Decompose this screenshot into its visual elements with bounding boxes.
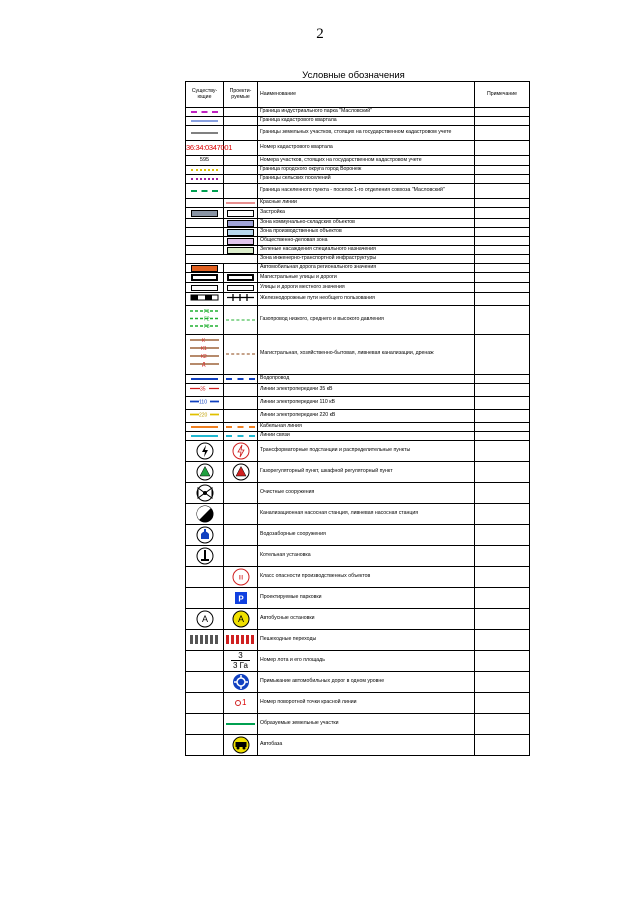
power-line-icon: [186, 410, 223, 419]
lot-number: 3: [238, 651, 243, 661]
row-name: Зеленые насаждения специального назначения: [258, 246, 475, 255]
projected-symbol: [224, 396, 258, 409]
zone-swatch: [227, 238, 254, 245]
existing-symbol: [186, 208, 224, 219]
existing-symbol: [186, 305, 224, 334]
parking-label: P: [237, 594, 244, 604]
power-line-icon: [186, 397, 223, 406]
legend-title: Условные обозначения: [302, 70, 405, 81]
existing-symbol: [186, 156, 224, 166]
row-name: Железнодорожные пути необщего пользования: [258, 293, 475, 306]
table-row: [186, 273, 530, 283]
zone-swatch: [227, 220, 254, 227]
projected-symbol: [224, 587, 258, 608]
existing-symbol: [186, 293, 224, 306]
water-intake-icon: [196, 526, 214, 544]
table-row: [186, 126, 530, 141]
power-line-icon: [186, 384, 223, 393]
row-name: Котельная установка: [258, 545, 475, 566]
projected-symbol: [224, 199, 258, 208]
existing-symbol: [186, 422, 224, 431]
existing-symbol: [186, 166, 224, 175]
row-name: Водозаборные сооружения: [258, 524, 475, 545]
table-row: [186, 264, 530, 273]
table-row: [186, 246, 530, 255]
bus-stop-icon: [196, 610, 214, 628]
boiler-icon: [196, 547, 214, 565]
power-label: 110: [199, 399, 207, 406]
row-note: [475, 273, 530, 283]
row-note: [475, 608, 530, 629]
existing-symbol: [186, 713, 224, 734]
projected-symbol: [224, 334, 258, 374]
row-note: [475, 524, 530, 545]
row-note: [475, 566, 530, 587]
header-existing: Существу- ющие: [186, 82, 224, 108]
lot-area: 3 Га: [232, 661, 248, 671]
row-note: [475, 293, 530, 306]
projected-symbol: [224, 422, 258, 431]
page-number: 2: [316, 26, 324, 42]
row-note: [475, 175, 530, 184]
row-name: Общественно-деловая зона: [258, 237, 475, 246]
row-note: [475, 734, 530, 755]
projected-symbol: [224, 108, 258, 117]
header-note: Примечание: [475, 82, 530, 108]
table-row: [186, 545, 530, 566]
transformer-icon: [232, 442, 250, 460]
existing-symbol: [186, 671, 224, 692]
row-name: Линии электропередачи 220 кВ: [258, 409, 475, 422]
parking-icon: [235, 592, 247, 604]
row-note: [475, 166, 530, 175]
existing-symbol: [186, 629, 224, 650]
turning-point-label: 1: [242, 698, 247, 708]
row-name: Линии электропередачи 35 кВ: [258, 383, 475, 396]
zone-swatch: [227, 229, 254, 236]
existing-symbol: [186, 141, 233, 156]
row-name: Линии электропередачи 110 кВ: [258, 396, 475, 409]
existing-symbol: [186, 440, 224, 461]
projected-symbol: [224, 246, 258, 255]
table-row: [186, 228, 530, 237]
projected-symbol: [224, 713, 258, 734]
table-row: [186, 734, 530, 755]
row-name: Газорегуляторный пункт, шкафной регуляторный пункт: [258, 461, 475, 482]
gas-regulator-icon: [196, 463, 214, 481]
existing-symbol: [186, 126, 224, 141]
projected-symbol: [224, 237, 258, 246]
existing-symbol: [186, 692, 224, 713]
hazard-class-label: III: [237, 575, 244, 582]
table-row: [186, 482, 530, 503]
projected-symbol: [224, 692, 258, 713]
projected-symbol: [224, 208, 258, 219]
projected-symbol: [224, 166, 258, 175]
existing-symbol: [186, 184, 224, 199]
existing-symbol: [186, 431, 224, 440]
transformer-icon: [196, 442, 214, 460]
crosswalk-icon: [226, 635, 256, 644]
row-name: Зона инженерно-транспортной инфраструктуры: [258, 255, 475, 264]
row-note: [475, 383, 530, 396]
row-note: [475, 396, 530, 409]
projected-symbol: [224, 409, 258, 422]
projected-symbol: [224, 219, 258, 228]
projected-symbol: [224, 228, 258, 237]
table-row: [186, 199, 530, 208]
table-row: [186, 141, 530, 156]
existing-symbol: [186, 219, 224, 228]
table-row: [186, 671, 530, 692]
projected-symbol: [224, 524, 258, 545]
row-note: [475, 671, 530, 692]
existing-symbol: [186, 228, 224, 237]
projected-symbol: [224, 566, 258, 587]
table-row: [186, 461, 530, 482]
table-row: [186, 396, 530, 409]
projected-symbol: [224, 264, 258, 273]
railway-icon: [224, 293, 257, 302]
row-note: [475, 184, 530, 199]
gas-label: Г1: [204, 308, 210, 315]
row-name: Границы сельских поселений: [258, 175, 475, 184]
existing-symbol: [186, 383, 224, 396]
table-row: [186, 208, 530, 219]
existing-symbol: [186, 334, 224, 374]
projected-symbol: [224, 431, 258, 440]
row-note: [475, 126, 530, 141]
existing-symbol: [186, 396, 224, 409]
row-note: [475, 283, 530, 293]
road-swatch: [227, 274, 254, 281]
row-name: Автобаза: [258, 734, 475, 755]
existing-symbol: [186, 566, 224, 587]
table-row: [186, 374, 530, 383]
table-row: [186, 503, 530, 524]
row-note: [475, 431, 530, 440]
row-name: Улицы и дороги местного значения: [258, 283, 475, 293]
existing-symbol: [186, 734, 224, 755]
road-swatch: [191, 285, 218, 291]
table-row: [186, 608, 530, 629]
row-note: [475, 199, 530, 208]
row-name: Линии связи: [258, 431, 475, 440]
bus-stop-label: A: [237, 613, 244, 624]
row-note: [475, 255, 530, 264]
table-row: [186, 334, 530, 374]
bus-stop-label: A: [201, 613, 208, 624]
sewage-label: К: [202, 337, 205, 344]
table-row: [186, 175, 530, 184]
projected-symbol: [224, 117, 258, 126]
row-note: [475, 587, 530, 608]
row-name: Класс опасности производственных объектов: [258, 566, 475, 587]
row-name: Магистральные улицы и дороги: [258, 273, 475, 283]
table-row: [186, 219, 530, 228]
row-note: [475, 440, 530, 461]
existing-symbol: [186, 482, 224, 503]
table-row: [186, 305, 530, 334]
row-note: [475, 713, 530, 734]
projected-symbol: [224, 608, 258, 629]
existing-symbol: [186, 237, 224, 246]
existing-symbol: [186, 283, 224, 293]
road-swatch: [191, 274, 218, 281]
projected-symbol: [224, 629, 258, 650]
sewage-label: К1: [201, 345, 207, 352]
gas-label: Г2: [204, 316, 210, 323]
projected-symbol: [224, 374, 258, 383]
symbol-cell: [186, 255, 258, 264]
existing-symbol: [186, 524, 224, 545]
row-note: [475, 117, 530, 126]
projected-symbol: [224, 156, 258, 166]
row-note: [475, 237, 530, 246]
row-name: Граница городского округа город Воронеж: [258, 166, 475, 175]
row-name: Граница населенного пункта - поселок 1-го отделения совхоза "Масловский": [258, 184, 475, 199]
power-label: 220: [199, 412, 208, 419]
junction-icon: [232, 673, 250, 691]
projected-symbol: [224, 293, 258, 306]
row-note: [475, 629, 530, 650]
row-name: Автомобильная дорога регионального значения: [258, 264, 475, 273]
existing-symbol: [186, 264, 224, 273]
existing-symbol: [186, 246, 224, 255]
existing-symbol: [186, 587, 224, 608]
row-note: [475, 461, 530, 482]
existing-symbol: [186, 199, 224, 208]
projected-symbol: [224, 175, 258, 184]
bus-stop-icon: [232, 610, 250, 628]
row-name: Пешеходные переходы: [258, 629, 475, 650]
row-note: [475, 545, 530, 566]
row-name: Образуемые земельные участки: [258, 713, 475, 734]
existing-symbol: [186, 608, 224, 629]
projected-symbol: [224, 734, 258, 755]
row-note: [475, 503, 530, 524]
row-name: Номер лота и его площадь: [258, 650, 475, 671]
turning-point-icon: [235, 700, 241, 706]
gas-label: Г3: [204, 323, 210, 330]
row-name: Канализационная насосная станция, ливневая насосная станция: [258, 503, 475, 524]
projected-symbol: [224, 305, 258, 334]
table-row: [186, 431, 530, 440]
projected-symbol: [224, 545, 258, 566]
row-name: Трансформаторные подстанции и распределительные пункты: [258, 440, 475, 461]
table-row: [186, 184, 530, 199]
pump-station-icon: [196, 505, 214, 523]
row-name: Номер кадастрового квартала: [258, 141, 475, 156]
row-note: [475, 219, 530, 228]
sewage-label: К2: [201, 353, 207, 360]
existing-symbol: [186, 503, 224, 524]
row-note: [475, 108, 530, 117]
row-note: [475, 246, 530, 255]
building-swatch: [227, 210, 254, 217]
existing-symbol: [186, 650, 224, 671]
row-name: Номер поворотной точки красной линии: [258, 692, 475, 713]
building-swatch: [191, 210, 218, 217]
existing-symbol: [186, 175, 224, 184]
row-note: [475, 334, 530, 374]
projected-symbol: [224, 383, 258, 396]
lot-number-fraction: [224, 651, 257, 670]
row-name: Номера участков, стоящих на государственном кадастровом учете: [258, 156, 475, 166]
row-name: Застройка: [258, 208, 475, 219]
row-name: Красные линии: [258, 199, 475, 208]
gas-pipeline-icon: [186, 306, 223, 331]
row-name: Зона коммунально-складских объектов: [258, 219, 475, 228]
table-row: [186, 156, 530, 166]
row-note: [475, 156, 530, 166]
row-name: Зона производственных объектов: [258, 228, 475, 237]
power-label: 35: [200, 386, 206, 393]
sewage-label: Д: [202, 361, 206, 368]
road-swatch: [227, 285, 254, 291]
existing-symbol: [186, 108, 224, 117]
table-row: [186, 255, 530, 264]
row-name: Граница индустриального парка "Масловский": [258, 108, 475, 117]
table-row: [186, 166, 530, 175]
crosswalk-icon: [190, 635, 220, 644]
table-row: [186, 293, 530, 306]
table-row: [186, 383, 530, 396]
existing-symbol: [186, 117, 224, 126]
row-note: [475, 374, 530, 383]
zone-swatch: [227, 247, 254, 254]
table-row: [186, 117, 530, 126]
projected-symbol: [224, 482, 258, 503]
row-note: [475, 141, 530, 156]
existing-symbol: [186, 273, 224, 283]
row-name: Примыкание автомобильных дорог в одном уровне: [258, 671, 475, 692]
table-row: [186, 692, 530, 713]
table-row: [186, 629, 530, 650]
row-note: [475, 422, 530, 431]
row-name: Магистральная, хозяйственно-бытовая, ливневая канализации, дренаж: [258, 334, 475, 374]
row-name: Автобусные остановки: [258, 608, 475, 629]
projected-symbol: [224, 184, 258, 199]
row-note: [475, 208, 530, 219]
row-note: [475, 228, 530, 237]
row-note: [475, 264, 530, 273]
row-name: Водопровод: [258, 374, 475, 383]
railway-icon: [186, 293, 223, 302]
row-name: Граница кадастрового квартала: [258, 117, 475, 126]
hazard-class-icon: [232, 568, 250, 586]
row-name: Газопровод низкого, среднего и высокого давления: [258, 305, 475, 334]
row-note: [475, 409, 530, 422]
table-row: [186, 713, 530, 734]
header-projected: Проекти- руемые: [224, 82, 258, 108]
row-name: Очистные сооружения: [258, 482, 475, 503]
projected-symbol: [224, 273, 258, 283]
row-note: [475, 650, 530, 671]
motor-depot-icon: [232, 736, 250, 754]
row-name: Кабельная линия: [258, 422, 475, 431]
plot-number-sample: 595: [199, 157, 210, 164]
table-row: [186, 108, 530, 117]
existing-symbol: [186, 545, 224, 566]
table-header: [186, 82, 530, 108]
projected-symbol: [224, 440, 258, 461]
table-row: [186, 566, 530, 587]
projected-symbol: [224, 461, 258, 482]
road-swatch: [191, 265, 218, 272]
row-name: Проектируемые парковки: [258, 587, 475, 608]
row-note: [475, 692, 530, 713]
table-row: [186, 524, 530, 545]
header-name: Наименование: [258, 82, 475, 108]
projected-symbol: [224, 650, 258, 671]
projected-symbol: [224, 283, 258, 293]
cadastral-number-sample: 36:34:0347001: [186, 142, 233, 152]
table-row: [186, 650, 530, 671]
existing-symbol: [186, 461, 224, 482]
legend-table: [185, 81, 530, 756]
table-row: [186, 440, 530, 461]
table-row: [186, 587, 530, 608]
existing-symbol: [186, 409, 224, 422]
row-note: [475, 305, 530, 334]
projected-symbol: [224, 126, 258, 141]
table-row: [186, 283, 530, 293]
existing-symbol: [186, 374, 224, 383]
projected-symbol: [224, 671, 258, 692]
row-note: [475, 482, 530, 503]
table-row: [186, 237, 530, 246]
treatment-plant-icon: [196, 484, 214, 502]
table-row: [186, 422, 530, 431]
row-name: Границы земельных участков, стоящих на государственном кадастровом учете: [258, 126, 475, 141]
sewage-icon: [186, 335, 223, 371]
projected-symbol: [224, 503, 258, 524]
table-row: [186, 409, 530, 422]
gas-regulator-icon: [232, 463, 250, 481]
